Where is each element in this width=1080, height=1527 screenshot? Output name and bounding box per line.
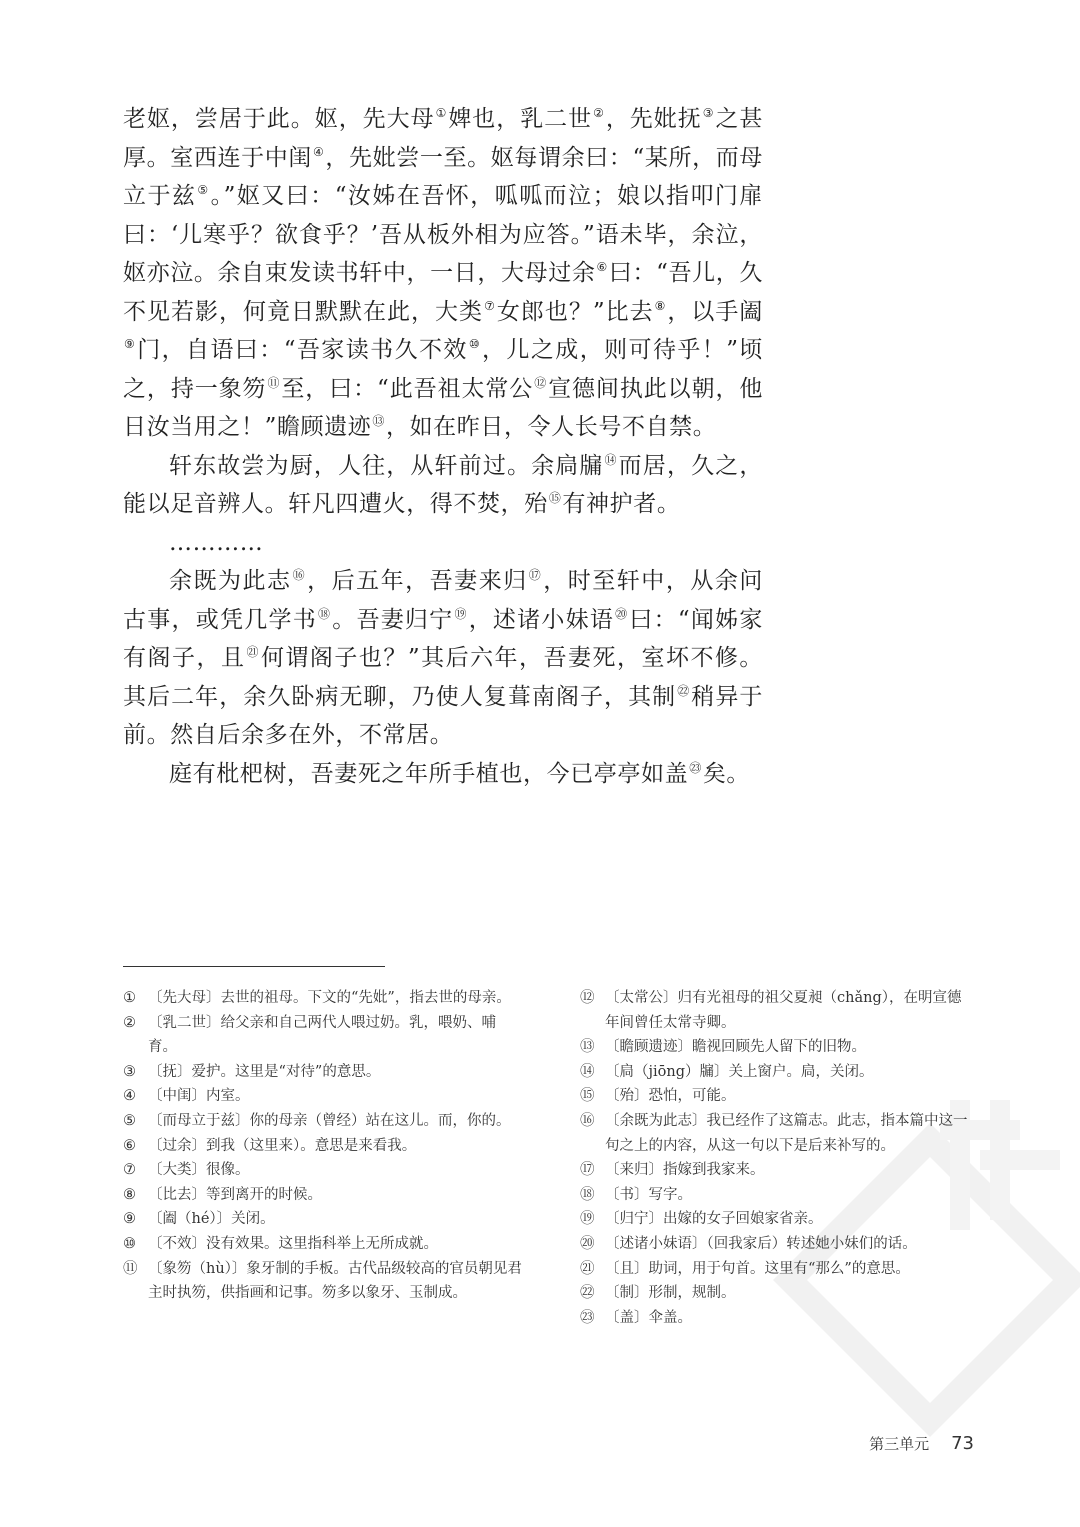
footnote-number: ⑩ [123,1235,136,1252]
main-paragraph [123,100,763,447]
footnote-number: ⑪ [123,1260,138,1277]
footnotes-left-column [123,986,523,1306]
footnote-item [123,1183,523,1208]
footnote-text: 〔扃（jiōng）牖〕关上窗户。扃，关闭。 [605,1063,874,1080]
footnote-marker: ⑫ [534,375,548,390]
footnote-number: ⑰ [580,1162,595,1179]
text-run: ………… [169,529,264,556]
footnote-text: 〔比去〕等到离开的时候。 [148,1186,322,1203]
text-run: 有神护者。 [562,491,681,517]
text-run: 女郎也？”比去 [496,298,654,325]
footnote-number: ⑳ [580,1235,595,1252]
footnote-item [580,1207,975,1232]
text-run: 老妪，尝居于此。妪，先大母 [123,106,435,132]
main-text [123,100,763,793]
footnote-text: 〔述诸小妹语〕（回我家后）转述她小妹们的话。 [605,1235,917,1252]
text-run: 稍异于前。然自后余多在外，不常居。 [123,683,763,748]
footnote-number: ⑭ [580,1063,595,1080]
footnote-marker: ⑱ [317,606,332,621]
footnote-number: ② [123,1014,136,1031]
footnote-number: ⑯ [580,1112,595,1129]
footnote-marker: ⑮ [548,491,562,506]
footnote-marker: ② [593,106,605,121]
text-run: 曰：“闻姊家有阁子，且 [123,606,763,671]
footnote-marker: ⑭ [604,452,618,467]
footnote-number: ㉓ [580,1309,595,1326]
footnote-text: 〔盖〕伞盖。 [605,1309,692,1326]
footnote-text: 〔不效〕没有效果。这里指科举上无所成就。 [148,1235,438,1252]
footnote-number: ⑥ [123,1137,136,1154]
footnote-text: 〔中闺〕内室。 [148,1088,250,1105]
footnote-number: ⑧ [123,1186,136,1203]
footnote-item [580,1281,975,1306]
footnote-text: 〔先大母〕去世的祖母。下文的“先妣”，指去世的母亲。 [148,990,511,1006]
text-run: ，先妣抚 [605,106,702,132]
page-number: 73 [951,1433,974,1454]
footnote-marker: ⑪ [267,375,281,390]
text-run: ，以手阖 [667,298,764,325]
footnote-marker: ⑩ [468,337,482,352]
footnote-item [123,1011,523,1060]
footnote-text: 〔制〕形制，规制。 [605,1285,736,1302]
footnote-number: ⑫ [580,990,595,1006]
footnote-text: 〔且〕助词，用于句首。这里有“那么”的意思。 [605,1260,910,1277]
footnote-marker: ① [435,106,448,121]
text-run: 曰：“吾儿，久不见若影，何竟日默默在此，大类 [123,260,763,325]
footnote-item [123,1084,523,1109]
footnote-text: 〔阖（hé）〕关闭。 [148,1211,275,1228]
text-run: 矣。 [702,760,751,787]
text-run: 余既为此志 [169,568,292,594]
footnote-number: ㉑ [580,1260,595,1277]
footnote-text: 〔殆〕恐怕，可能。 [605,1088,736,1105]
footnote-item [580,1109,975,1158]
footnote-marker: ⑰ [528,568,543,583]
footnote-marker: ㉒ [677,683,691,698]
footnote-number: ⑨ [123,1211,136,1228]
footnote-marker: ㉓ [689,760,702,775]
footnote-item [580,1035,975,1060]
text-run: ，时至轩中，从余问古事，或凭几学书 [123,568,763,633]
text-run: 轩东故尝为厨，人往，从轩前过。余扃牖 [169,452,604,479]
footnote-marker: ⑳ [615,606,629,621]
footnote-item [580,1257,975,1282]
footnote-item [123,1134,523,1159]
footnote-number: ⑲ [580,1211,595,1228]
page-footer [869,1433,974,1454]
footnote-text: 〔书〕写字。 [605,1186,692,1203]
text-run: ，述诸小妹语 [468,606,615,633]
footnote-marker: ⑥ [596,260,608,275]
footnote-number: ⑦ [123,1162,136,1179]
footnotes-right-column [580,986,975,1330]
footnote-item [580,1084,975,1109]
footnote-marker: ⑯ [292,568,307,583]
text-run: ，后五年，吾妻来归 [307,568,528,594]
footnote-marker: ⑦ [484,298,496,313]
footnote-number: ⑤ [123,1112,136,1129]
text-run: ，先妣尝一至。妪每谓余曰：“某所，而母立于兹 [123,144,763,209]
footnote-item [580,1306,975,1331]
text-run: 门，自语曰：“吾家读书久不效 [137,337,468,363]
footnote-marker: ④ [313,144,325,159]
footnote-text: 〔瞻顾遗迹〕瞻视回顾先人留下的旧物。 [605,1039,866,1056]
text-run: 。”妪又曰：“汝姊在吾怀，呱呱而泣；娘以指叩门扉曰：‘儿寒乎？欲食乎？’吾从板外相为应答。”语未毕，余泣，妪亦泣。余自束发读书轩中，一日，大母过余 [123,183,763,286]
footnote-marker: ⑧ [654,298,667,313]
footnote-text: 〔乳二世〕给父亲和自己两代人喂过奶。乳，喂奶、哺育。 [148,1014,496,1056]
footnote-number: ⑬ [580,1039,595,1056]
footnote-number: ⑱ [580,1186,595,1203]
footnote-text: 〔抚〕爱护。这里是“对待”的意思。 [148,1063,381,1080]
footnote-item [123,1207,523,1232]
footnote-text: 〔象笏（hù）〕象牙制的手板。古代品级较高的官员朝见君主时执笏，供指画和记事。笏多以象牙、玉制成。 [148,1260,522,1302]
footnote-marker: ㉑ [246,645,260,660]
footnote-text: 〔太常公〕归有光祖母的祖父夏昶（chǎng），在明宣德年间曾任太常寺卿。 [605,990,962,1031]
footnote-number: ③ [123,1063,136,1080]
footnote-divider [123,966,385,967]
text-run: 宣德间执此以朝，他日汝当用之！”瞻顾遗迹 [123,375,764,440]
footnote-item [580,1060,975,1085]
footnote-marker: ⑬ [372,414,385,429]
footnote-text: 〔大类〕很像。 [148,1162,250,1179]
footnote-item [123,1060,523,1085]
footnote-text: 〔而母立于兹〕你的母亲（曾经）站在这儿。而，你的。 [148,1112,511,1129]
footnote-text: 〔来归〕指嫁到我家来。 [605,1162,765,1179]
text-run: 何谓阁子也？”其后六年，吾妻死，室坏不修。其后二年，余久卧病无聊，乃使人复葺南阁子，其制 [123,645,764,710]
text-run: ，儿之成，则可待乎！”顷之，持一象笏 [123,337,763,402]
footnote-item [123,1158,523,1183]
footnote-item [123,986,523,1011]
footnote-text: 〔归宁〕出嫁的女子回娘家省亲。 [605,1211,823,1228]
footnote-number: ① [123,990,136,1006]
footnote-text: 〔过余〕到我（这里来）。意思是来看我。 [148,1137,417,1154]
footnote-item [123,1257,523,1306]
text-run: ，如在昨日，令人长号不自禁。 [385,414,717,440]
footnote-number: ⑮ [580,1088,595,1105]
footnote-number: ④ [123,1088,136,1105]
footnote-item [123,1109,523,1134]
main-paragraph [123,755,763,794]
main-paragraph [123,447,763,524]
footnote-marker: ③ [702,106,715,121]
footnote-number: ㉒ [580,1285,595,1302]
text-run: 而居，久之，能以足音辨人。轩凡四遭火，得不焚，殆 [123,452,763,517]
footnote-marker: ⑲ [454,606,468,621]
footnote-item [123,1232,523,1257]
footnote-item [580,1158,975,1183]
footnote-item [580,1232,975,1257]
main-paragraph [123,524,763,563]
text-run: 至，曰：“此吾祖太常公 [281,375,534,402]
text-run: 。吾妻归宁 [332,606,454,633]
text-run: 之甚厚。室西连于中闺 [123,106,764,171]
footnote-text: 〔余既为此志〕我已经作了这篇志。此志，指本篇中这一句之上的内容，从这一句以下是后来补写的。 [605,1112,968,1154]
text-run: 庭有枇杷树，吾妻死之年所手植也，今已亭亭如盖 [169,760,689,787]
main-paragraph [123,562,763,755]
footnote-marker: ⑨ [124,337,137,352]
text-run: 婢也，乳二世 [448,106,593,132]
footnote-item [580,1183,975,1208]
unit-label: 第三单元 [869,1435,930,1453]
footnote-item [580,986,975,1035]
footnote-marker: ⑤ [197,183,210,198]
